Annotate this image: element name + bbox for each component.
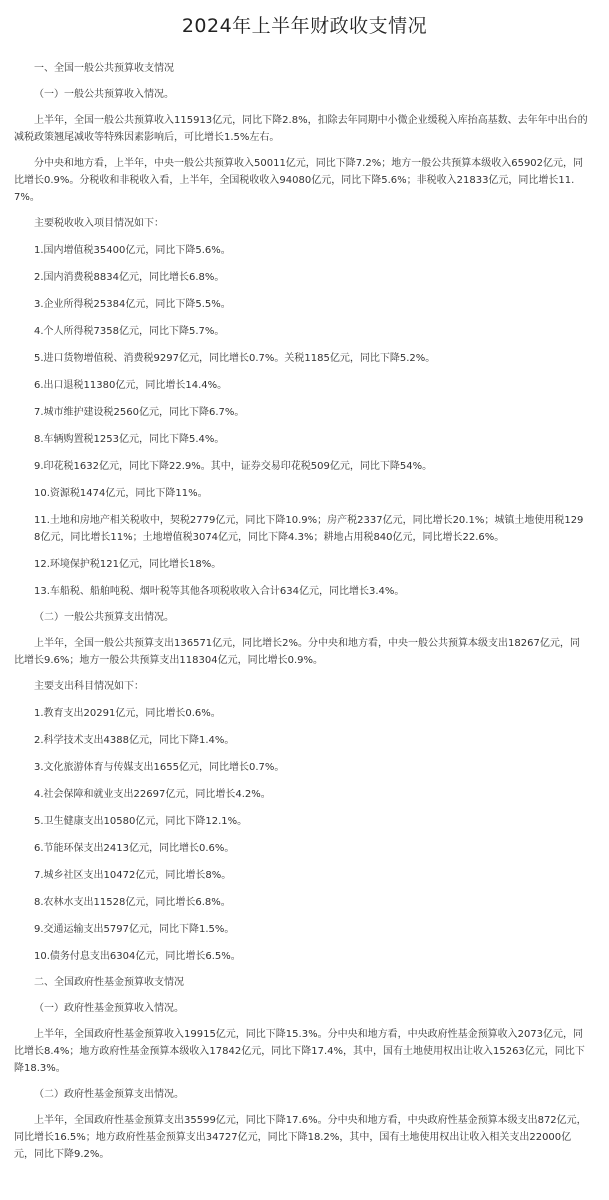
list-item: 5.进口货物增值税、消费税9297亿元，同比增长0.7%。关税1185亿元，同比下降5.2%。 <box>34 353 436 364</box>
list-item: 1.教育支出20291亿元，同比增长0.6%。 <box>34 708 221 719</box>
paragraph: 上半年，全国一般公共预算收入115913亿元，同比下降2.8%，扣除去年同期中小微企业缓税入库抬高基数、去年年中出台的减税政策翘尾减收等特殊因素影响后，可比增长1.5%左右。 <box>14 115 588 143</box>
subsection-heading: （一）一般公共预算收入情况。 <box>34 89 174 100</box>
list-item: 10.债务付息支出6304亿元，同比增长6.5%。 <box>34 951 241 962</box>
list-intro: 主要税收收入项目情况如下： <box>34 218 164 229</box>
section-heading: 二、全国政府性基金预算收支情况 <box>34 977 184 988</box>
paragraph: 上半年，全国政府性基金预算支出35599亿元，同比下降17.6%。分中央和地方看，中央政府性基金预算本级支出872亿元，同比增长16.5%；地方政府性基金预算支出34727亿元，同比下降18.2%，其中，国有土地使用权出让收入相关支出22000亿元，同比下降9.2%。 <box>14 1115 587 1160</box>
list-item: 9.交通运输支出5797亿元，同比下降1.5%。 <box>34 924 235 935</box>
subsection-heading: （二）一般公共预算支出情况。 <box>34 612 174 623</box>
section-heading: 一、全国一般公共预算收支情况 <box>34 63 174 74</box>
list-item: 5.卫生健康支出10580亿元，同比下降12.1%。 <box>34 816 248 827</box>
list-item: 8.农林水支出11528亿元，同比增长6.8%。 <box>34 897 231 908</box>
list-item: 9.印花税1632亿元，同比下降22.9%。其中，证券交易印花税509亿元，同比下降54%。 <box>34 461 433 472</box>
list-item: 12.环境保护税121亿元，同比增长18%。 <box>34 559 222 570</box>
list-item: 11.土地和房地产相关税收中，契税2779亿元，同比下降10.9%；房产税2337亿元，同比增长20.1%；城镇土地使用税1298亿元，同比增长11%；土地增值税3074亿元，同比下降4.3%；耕地占用税840亿元，同比增长22.6%。 <box>34 515 584 543</box>
list-item: 3.企业所得税25384亿元，同比下降5.5%。 <box>34 299 231 310</box>
paragraph: 上半年，全国政府性基金预算收入19915亿元，同比下降15.3%。分中央和地方看，中央政府性基金预算收入2073亿元，同比增长8.4%；地方政府性基金预算本级收入17842亿元，同比下降17.4%，其中，国有土地使用权出让收入15263亿元，同比下降18.3%。 <box>14 1029 585 1074</box>
list-item: 2.国内消费税8834亿元，同比增长6.8%。 <box>34 272 225 283</box>
list-item: 7.城市维护建设税2560亿元，同比下降6.7%。 <box>34 407 245 418</box>
paragraph: 上半年，全国一般公共预算支出136571亿元，同比增长2%。分中央和地方看，中央一般公共预算本级支出18267亿元，同比增长9.6%；地方一般公共预算支出118304亿元，同比增长0.9%。 <box>14 638 580 666</box>
list-item: 4.社会保障和就业支出22697亿元，同比增长4.2%。 <box>34 789 271 800</box>
list-intro: 主要支出科目情况如下： <box>34 681 144 692</box>
list-item: 4.个人所得税7358亿元，同比下降5.7%。 <box>34 326 225 337</box>
paragraph: 分中央和地方看，上半年，中央一般公共预算收入50011亿元，同比下降7.2%；地方一般公共预算本级收入65902亿元，同比增长0.9%。分税收和非税收入看，上半年，全国税收收入94080亿元，同比下降5.6%；非税收入21833亿元，同比增长11.7%。 <box>14 158 584 203</box>
list-item: 6.节能环保支出2413亿元，同比增长0.6%。 <box>34 843 235 854</box>
article-title: 2024年上半年财政收支情况 <box>181 15 428 37</box>
article-body <box>0 60 609 1163</box>
list-item: 7.城乡社区支出10472亿元，同比增长8%。 <box>34 870 232 881</box>
list-item: 8.车辆购置税1253亿元，同比下降5.4%。 <box>34 434 225 445</box>
list-item: 2.科学技术支出4388亿元，同比下降1.4%。 <box>34 735 235 746</box>
list-item: 1.国内增值税35400亿元，同比下降5.6%。 <box>34 245 231 256</box>
list-item: 13.车船税、船舶吨税、烟叶税等其他各项税收收入合计634亿元，同比增长3.4%。 <box>34 586 405 597</box>
subsection-heading: （一）政府性基金预算收入情况。 <box>34 1003 184 1014</box>
subsection-heading: （二）政府性基金预算支出情况。 <box>34 1089 184 1100</box>
list-item: 10.资源税1474亿元，同比下降11%。 <box>34 488 208 499</box>
list-item: 6.出口退税11380亿元，同比增长14.4%。 <box>34 380 228 391</box>
list-item: 3.文化旅游体育与传媒支出1655亿元，同比增长0.7%。 <box>34 762 285 773</box>
